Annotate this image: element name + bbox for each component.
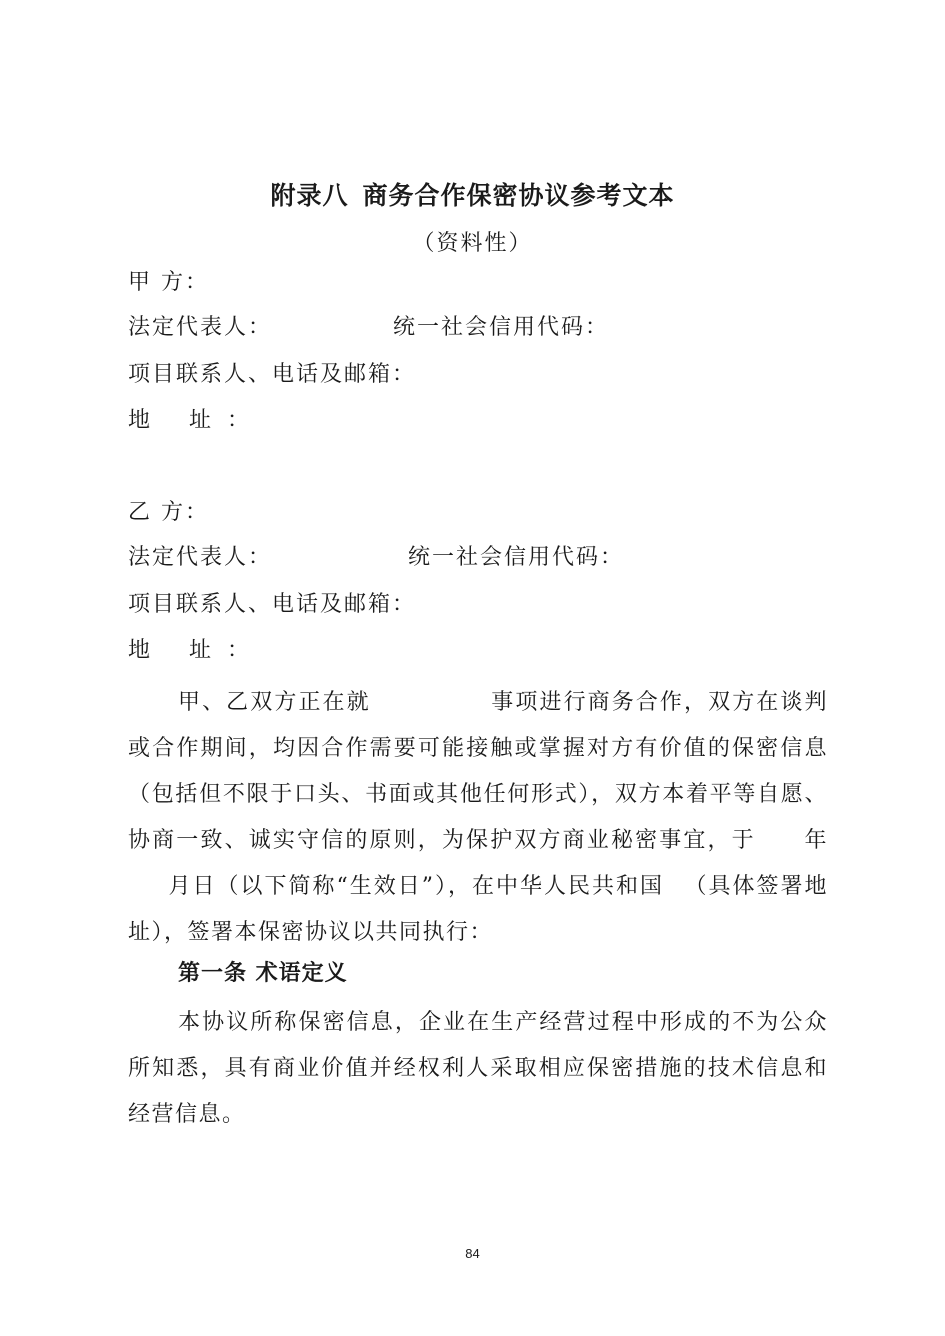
article1-heading: 第一条 术语定义: [178, 961, 348, 986]
intro-year: 年: [803, 828, 828, 853]
party-b-label: 乙 方：: [128, 500, 209, 525]
party-a-legal-rep: 法定代表人：: [128, 315, 273, 340]
party-b-credit-code: 统一社会信用代码：: [408, 545, 625, 570]
party-a-credit-code: 统一社会信用代码：: [393, 315, 610, 340]
party-a-label: 甲 方：: [128, 270, 209, 295]
intro-month-day: 月日（以下简称“生效日”），在中华人民共和国: [168, 874, 664, 899]
intro-paragraph: [128, 680, 828, 956]
intro-part2: 事项进行商务合作，双方在谈判或合作期间，均因合作需要可能接触或掌握对方有价值的保密信息（包括但不限于口头、书面或其他任何形式），双方本着平等自愿、协商一致、诚实守信的原则，为保护双方商业秘密事宜，于: [128, 690, 828, 853]
intro-part3: （具体签署地址），签署本保密协议以共同执行：: [128, 874, 828, 945]
article1-text: 本协议所称保密信息，企业在生产经营过程中形成的不为公众所知悉，具有商业价值并经权利人采取相应保密措施的技术信息和经营信息。: [128, 1010, 828, 1127]
page-subtitle: （资料性）: [412, 231, 533, 256]
page-title: [0, 176, 945, 212]
party-b-legal-rep: 法定代表人：: [128, 545, 273, 570]
party-a-address: 地 址：: [128, 408, 265, 433]
title-name: 商务合作保密协议参考文本: [362, 181, 675, 210]
page-number: 84: [465, 1246, 480, 1261]
party-b-contact: 项目联系人、电话及邮箱：: [128, 592, 417, 617]
party-a-contact: 项目联系人、电话及邮箱：: [128, 362, 417, 387]
party-b-address: 地 址：: [128, 638, 265, 663]
intro-part1: 甲、乙双方正在就: [178, 690, 371, 715]
title-appendix: 附录八: [270, 181, 349, 210]
article1-paragraph: [128, 1000, 828, 1138]
